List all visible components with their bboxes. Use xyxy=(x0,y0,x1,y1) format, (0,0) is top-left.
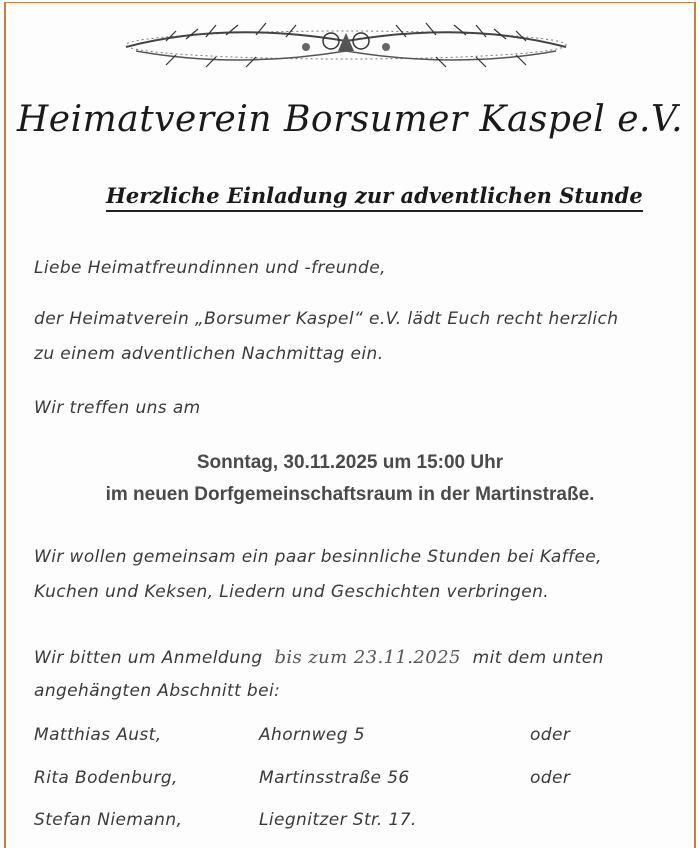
registration-deadline: bis zum 23.11.2025 xyxy=(274,647,461,668)
contact-separator: oder xyxy=(530,768,571,788)
contact-address: Liegnitzer Str. 17. xyxy=(259,810,417,830)
registration-line-1 xyxy=(34,647,604,668)
invitation-page xyxy=(4,2,696,848)
contact-name: Matthias Aust, xyxy=(34,725,162,745)
pine-garland-ornament-icon xyxy=(106,11,586,71)
greeting-text: Liebe Heimatfreundinnen und -freunde, xyxy=(34,258,386,278)
contact-separator: oder xyxy=(530,725,571,745)
org-name-heading: Heimatverein Borsumer Kaspel e.V. xyxy=(16,99,684,140)
event-place: im neuen Dorfgemeinschaftsraum in der Martinstraße. xyxy=(105,484,595,505)
description-line-1: Wir wollen gemeinsam ein paar besinnliche Stunden bei Kaffee, xyxy=(34,547,602,567)
contact-name: Stefan Niemann, xyxy=(34,810,183,830)
meet-text: Wir treffen uns am xyxy=(34,398,201,418)
intro-line-1: der Heimatverein „Borsumer Kaspel“ e.V. lädt Euch recht herzlich xyxy=(34,309,619,329)
intro-line-2: zu einem adventlichen Nachmittag ein. xyxy=(34,344,384,364)
registration-suffix: mit dem unten xyxy=(472,648,604,668)
registration-line-2: angehängten Abschnitt bei: xyxy=(34,681,281,701)
description-line-2: Kuchen und Keksen, Liedern und Geschichten verbringen. xyxy=(34,582,550,602)
event-date: Sonntag, 30.11.2025 um 15:00 Uhr xyxy=(196,452,504,473)
contact-name: Rita Bodenburg, xyxy=(34,768,178,788)
contact-address: Martinsstraße 56 xyxy=(259,768,410,788)
invitation-title: Herzliche Einladung zur adventlichen Stunde xyxy=(106,183,643,212)
contact-address: Ahornweg 5 xyxy=(259,725,365,745)
registration-prefix: Wir bitten um Anmeldung xyxy=(34,648,263,668)
